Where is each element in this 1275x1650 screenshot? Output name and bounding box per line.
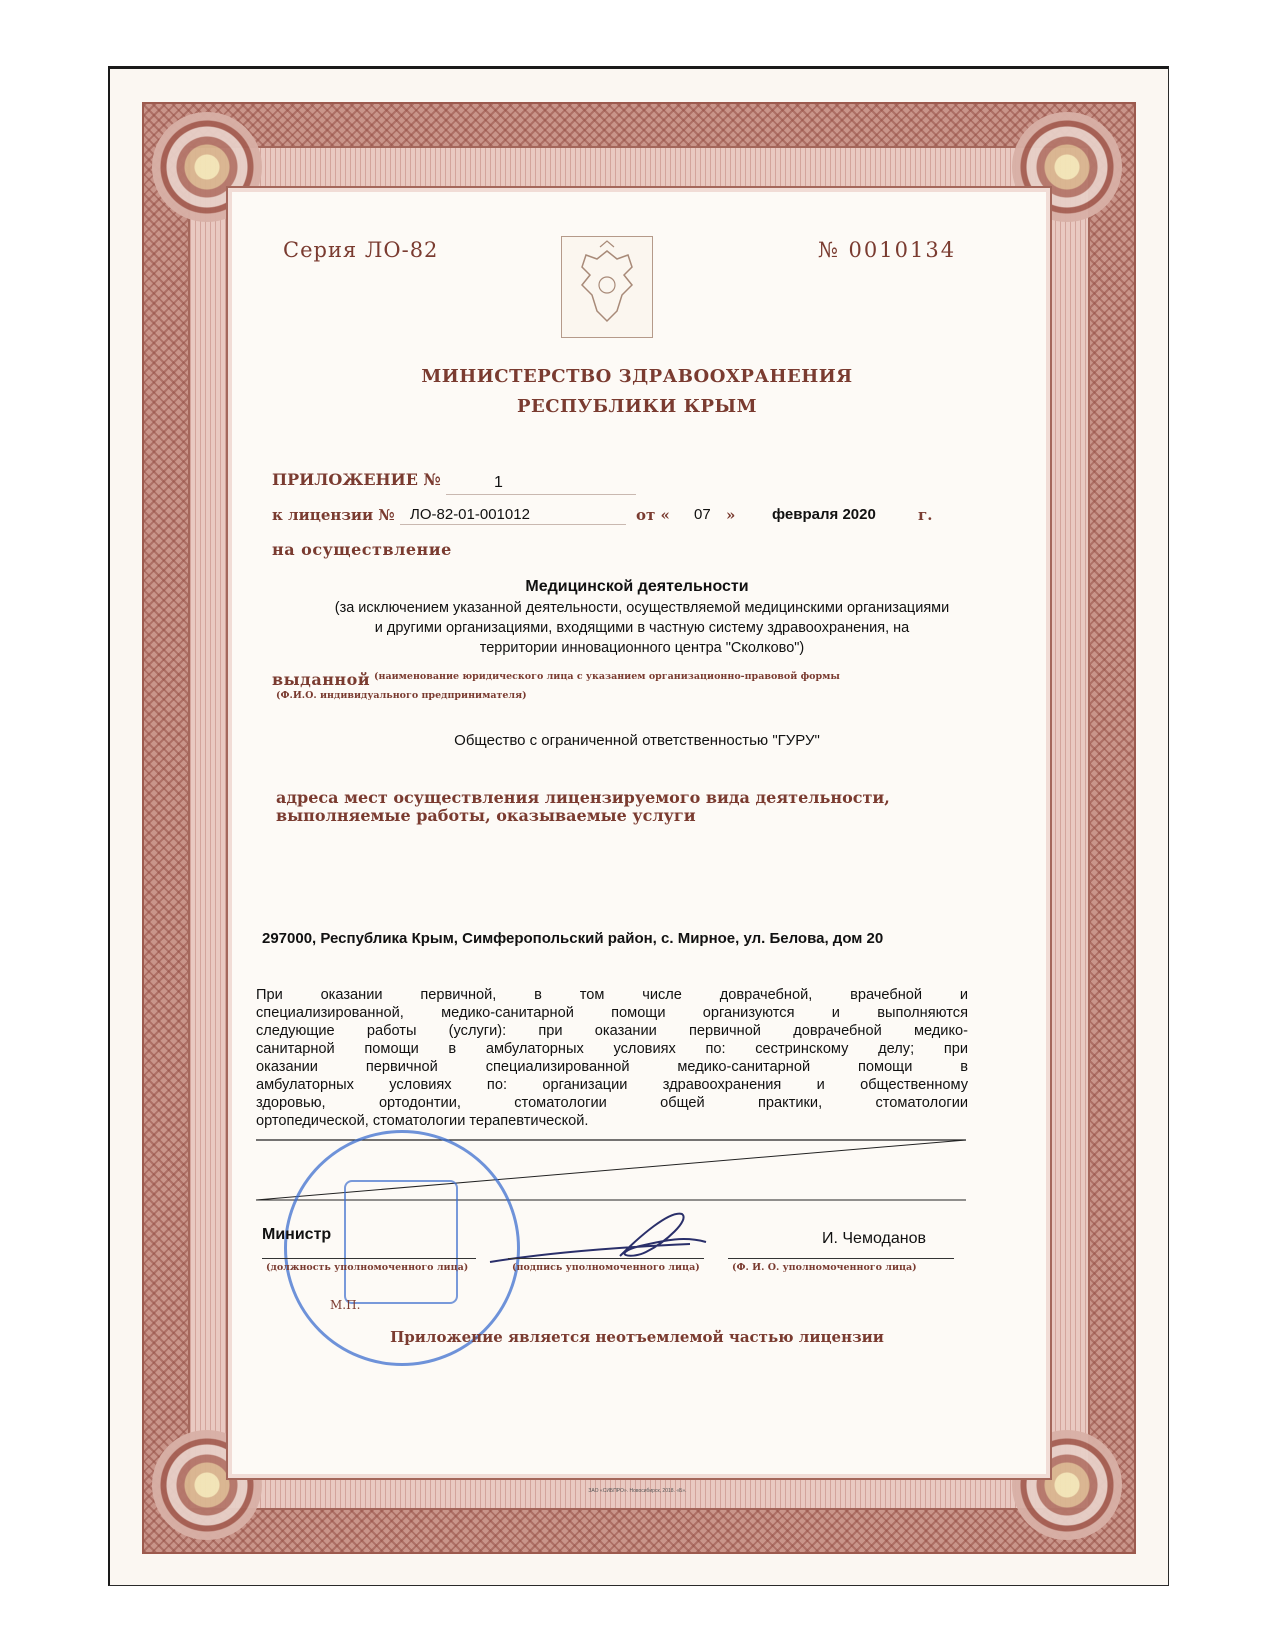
date-from-label: от « xyxy=(636,506,670,524)
license-month-year: февраля 2020 xyxy=(772,506,876,523)
position-caption: (должность уполномоченного лица) xyxy=(266,1262,469,1273)
ministry-title-line1: МИНИСТЕРСТВО ЗДРАВООХРАНЕНИЯ xyxy=(421,366,853,387)
name-caption: (Ф. И. О. уполномоченного лица) xyxy=(732,1262,917,1273)
year-suffix: г. xyxy=(918,506,933,524)
services-line: амбулаторных условиях по: организации здравоохранения и общественному xyxy=(256,1077,968,1093)
blank-number: № 0010134 xyxy=(818,238,957,262)
purpose-label: на осуществление xyxy=(272,540,452,559)
services-line: специализированной, медико-санитарной помощи организуются и выполняются xyxy=(256,1005,968,1021)
activity-title: Медицинской деятельности xyxy=(525,578,749,595)
addresses-heading-line2: выполняемые работы, оказываемые услуги xyxy=(276,806,696,825)
printer-imprint: ЗАО «СИБПРО». Новосибирск, 2018. «Б». xyxy=(588,1488,687,1494)
issued-label: выданной xyxy=(272,670,371,689)
activity-note-line3: территории инновационного центра "Сколково") xyxy=(479,640,805,656)
signature-caption: (подпись уполномоченного лица) xyxy=(512,1262,700,1273)
services-line: При оказании первичной, в том числе доврачебной, врачебной и xyxy=(256,987,968,1003)
date-day-close: » xyxy=(726,506,736,524)
license-label: к лицензии № xyxy=(272,506,395,524)
activity-note-line2: и другими организациями, входящими в частную систему здравоохранения, на xyxy=(374,620,910,636)
seal-emblem-icon xyxy=(344,1180,458,1304)
addresses-heading-line1: адреса мест осуществления лицензируемого вида деятельности, xyxy=(276,788,890,807)
series-label: Серия ЛО-82 xyxy=(283,238,439,262)
services-line: ортопедической, стоматологии терапевтической. xyxy=(256,1113,589,1129)
signature-line xyxy=(508,1258,704,1259)
organization-name: Общество с ограниченной ответственностью "ГУРУ" xyxy=(454,732,820,749)
position-line xyxy=(262,1258,476,1259)
issued-caption-2: (Ф.И.О. индивидуального предпринимателя) xyxy=(276,690,527,701)
signatory-position: Министр xyxy=(262,1226,332,1243)
ministry-title-line2: РЕСПУБЛИКИ КРЫМ xyxy=(516,396,758,417)
activity-address: 297000, Республика Крым, Симферопольский район, с. Мирное, ул. Белова, дом 20 xyxy=(262,930,884,947)
activity-note-line1: (за исключением указанной деятельности, осуществляемой медицинскими организациями xyxy=(334,600,950,616)
appendix-label: ПРИЛОЖЕНИЕ № xyxy=(272,470,441,489)
services-line: следующие работы (услуги): при оказании первичной доврачебной медико- xyxy=(256,1023,968,1039)
license-day: 07 xyxy=(694,506,711,523)
issued-caption-1: (наименование юридического лица с указанием организационно-правовой формы xyxy=(374,671,840,682)
license-number: ЛО-82-01-001012 xyxy=(410,506,530,523)
seal-placeholder-label: М.П. xyxy=(330,1298,361,1312)
services-line: санитарной помощи в амбулаторных условиях по: сестринскому делу; при xyxy=(256,1041,968,1057)
services-line: оказании первичной специализированной медико-санитарной помощи в xyxy=(256,1059,968,1075)
services-line: здоровью, ортодонтии, стоматологии общей практики, стоматологии xyxy=(256,1095,968,1111)
footer-note: Приложение является неотъемлемой частью лицензии xyxy=(390,1328,884,1346)
appendix-number: 1 xyxy=(494,474,503,491)
signatory-name: И. Чемоданов xyxy=(822,1230,926,1247)
name-line xyxy=(728,1258,954,1259)
